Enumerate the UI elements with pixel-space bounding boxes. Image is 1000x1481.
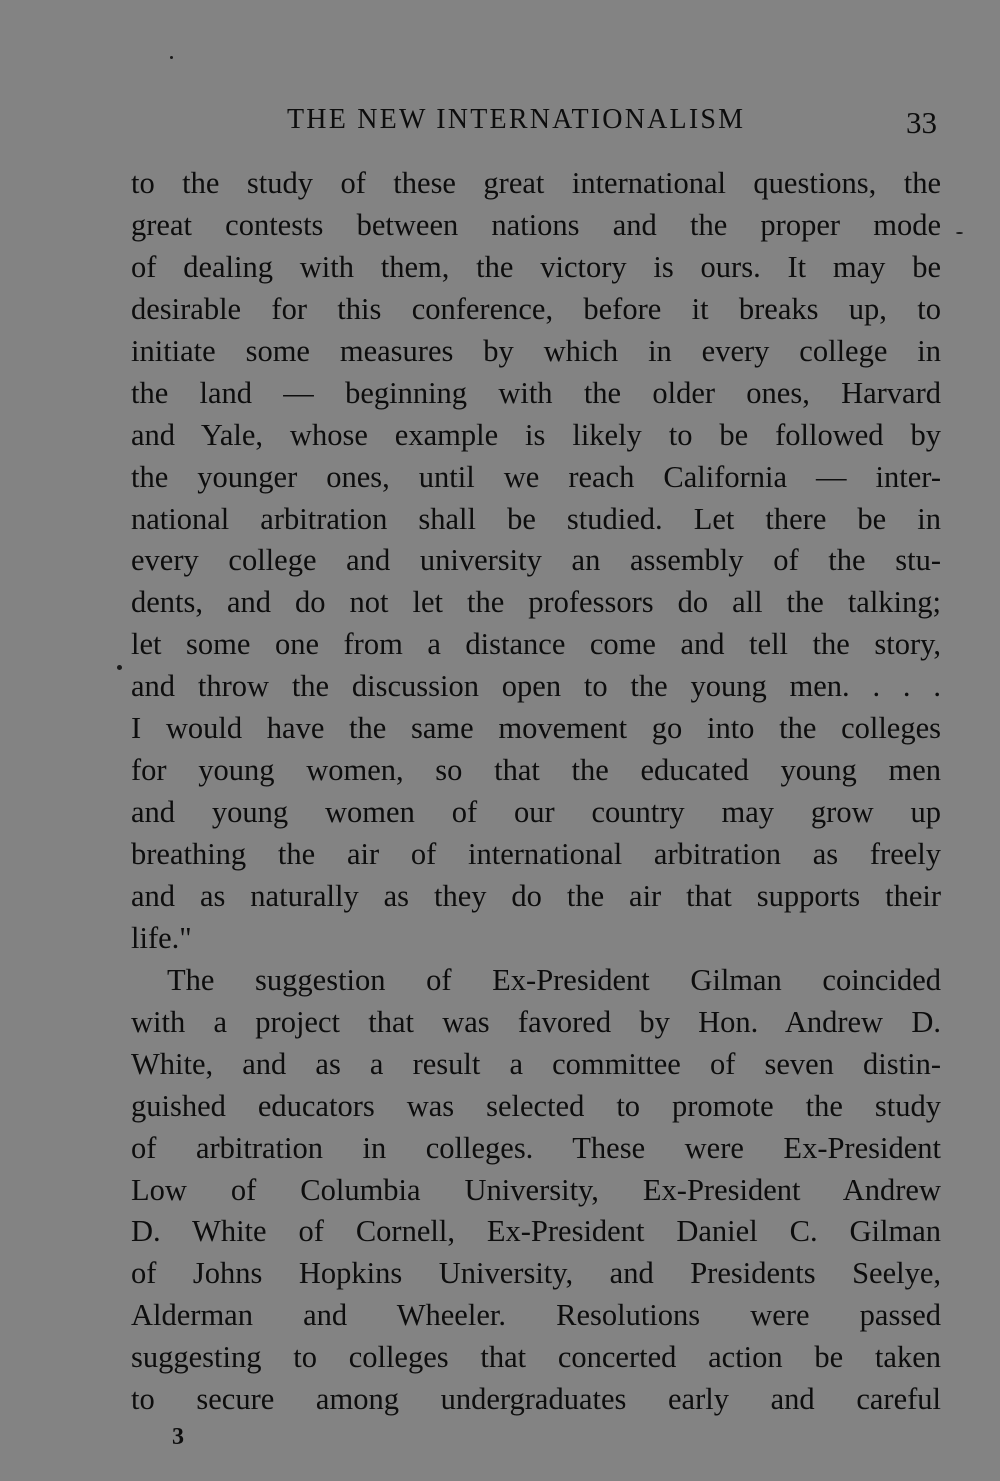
text-line: let some one from a distance come and tell the story, <box>131 627 941 662</box>
text-line: guished educators was selected to promote the study <box>131 1088 941 1123</box>
text-line: dents, and do not let the professors do all the talking; <box>131 585 941 620</box>
text-line: and throw the discussion open to the young men. . . . <box>131 669 941 704</box>
text-line: Alderman and Wheeler. Resolutions were passed <box>131 1298 941 1333</box>
text-line: great contests between nations and the proper mode <box>131 207 941 242</box>
text-line: every college and university an assembly of the stu- <box>131 543 941 578</box>
body-text <box>131 163 941 1421</box>
text-line: and Yale, whose example is likely to be followed by <box>131 417 941 452</box>
text-line: desirable for this conference, before it breaks up, to <box>131 291 941 326</box>
text-line: of dealing with them, the victory is ours. It may be <box>131 249 941 284</box>
text-line: for young women, so that the educated young men <box>131 753 941 788</box>
scan-speck <box>117 665 122 670</box>
paragraph-start-line: The suggestion of Ex-President Gilman coincided <box>167 962 941 997</box>
text-line: of arbitration in colleges. These were Ex-President <box>131 1130 941 1165</box>
scan-speck <box>170 56 173 59</box>
text-line: life." <box>131 920 192 955</box>
text-line: of Johns Hopkins University, and Presidents Seelye, <box>131 1256 941 1291</box>
text-line: to the study of these great international questions, the <box>131 166 941 200</box>
scan-speck <box>956 232 963 234</box>
text-line: to secure among undergraduates early and careful <box>131 1382 941 1417</box>
text-line: and young women of our country may grow up <box>131 795 941 830</box>
running-title: THE NEW INTERNATIONALISM <box>287 104 746 135</box>
text-line: and as naturally as they do the air that supports their <box>131 878 941 913</box>
text-line: Low of Columbia University, Ex-President Andrew <box>131 1172 941 1207</box>
text-line: White, and as a result a committee of seven distin- <box>131 1046 941 1081</box>
text-line: the younger ones, until we reach California — inter- <box>131 459 941 494</box>
page-number: 33 <box>906 105 937 140</box>
text-line: breathing the air of international arbitration as freely <box>131 837 941 871</box>
text-line: with a project that was favored by Hon. Andrew D. <box>131 1004 941 1039</box>
text-line: I would have the same movement go into the colleges <box>131 711 941 746</box>
text-line: suggesting to colleges that concerted action be taken <box>131 1340 941 1375</box>
text-line: the land — beginning with the older ones, Harvard <box>131 375 941 410</box>
text-line: initiate some measures by which in every college in <box>131 333 941 368</box>
text-line: national arbitration shall be studied. Let there be in <box>131 501 941 536</box>
signature-mark: 3 <box>172 1424 184 1450</box>
text-line: D. White of Cornell, Ex-President Daniel C. Gilman <box>131 1214 941 1249</box>
